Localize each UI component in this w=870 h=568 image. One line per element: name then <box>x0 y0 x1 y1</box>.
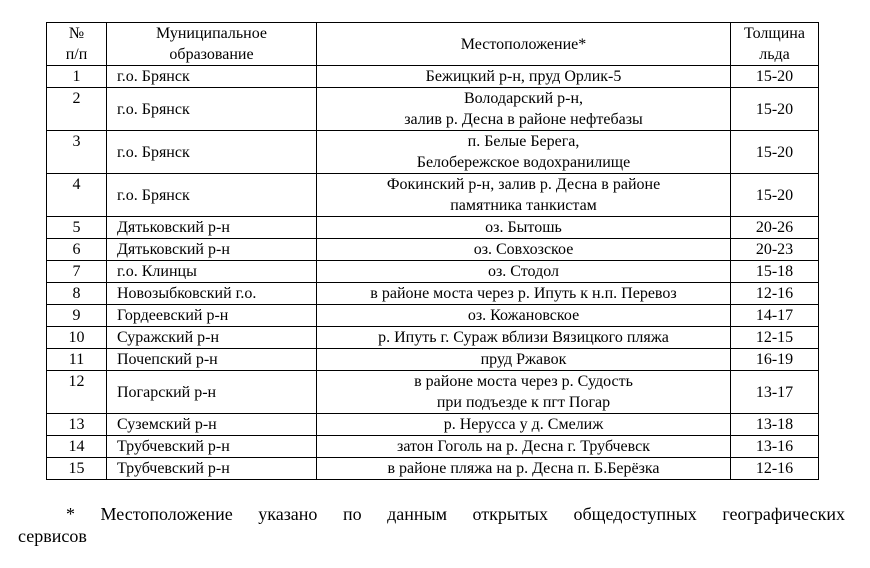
row-location-line: пруд Ржавок <box>480 351 567 368</box>
row-location <box>317 349 731 371</box>
row-number: 3 <box>47 131 107 174</box>
ice-thickness-table <box>46 22 819 480</box>
row-municipality: г.о. Клинцы <box>107 261 317 283</box>
row-location-line: оз. Кожановское <box>467 307 580 324</box>
row-number: 14 <box>47 436 107 458</box>
row-location-line: памятника танкистам <box>450 197 597 214</box>
table-row <box>47 371 819 414</box>
header-ice-line2: льда <box>759 46 790 63</box>
header-municipality <box>107 23 317 66</box>
row-location-line: Бежицкий р-н, пруд Орлик-5 <box>425 68 622 85</box>
row-municipality: Суражский р-н <box>107 327 317 349</box>
row-municipality: Новозыбковский г.о. <box>107 283 317 305</box>
header-municipality-line2: образование <box>169 46 254 63</box>
header-location <box>317 23 731 66</box>
table-row <box>47 414 819 436</box>
row-number: 4 <box>47 174 107 217</box>
row-location-line: залив р. Десна в районе нефтебазы <box>404 111 643 128</box>
row-number: 12 <box>47 371 107 414</box>
row-location-line: Володарский р-н, <box>463 90 584 107</box>
header-number-line2: п/п <box>65 46 88 63</box>
table-row <box>47 327 819 349</box>
table-row <box>47 436 819 458</box>
row-location <box>317 174 731 217</box>
row-location-line: р. Ипуть г. Сураж вблизи Вязицкого пляжа <box>378 329 669 346</box>
row-ice-thickness: 14-17 <box>731 305 819 327</box>
row-ice-thickness: 16-19 <box>731 349 819 371</box>
row-location-line: Белобережское водохранилище <box>416 154 631 171</box>
table-row <box>47 66 819 88</box>
header-ice-thickness <box>731 23 819 66</box>
row-location-line: оз. Совхозское <box>473 241 574 258</box>
row-municipality: Суземский р-н <box>107 414 317 436</box>
row-number: 10 <box>47 327 107 349</box>
row-ice-thickness: 13-18 <box>731 414 819 436</box>
footnote-line1: * Местоположение указано по данным открытых общедоступных географических <box>66 504 845 524</box>
row-ice-thickness: 15-20 <box>731 131 819 174</box>
row-location-line: в районе моста через р. Судость <box>414 373 633 390</box>
table-row <box>47 283 819 305</box>
row-location-line: затон Гоголь на р. Десна г. Трубчевск <box>397 438 650 455</box>
row-number: 6 <box>47 239 107 261</box>
row-municipality: г.о. Брянск <box>107 174 317 217</box>
row-number: 7 <box>47 261 107 283</box>
row-location <box>317 414 731 436</box>
row-ice-thickness: 12-16 <box>731 283 819 305</box>
row-location <box>317 305 731 327</box>
row-location <box>317 239 731 261</box>
row-municipality: Гордеевский р-н <box>107 305 317 327</box>
row-number: 13 <box>47 414 107 436</box>
table-row <box>47 131 819 174</box>
row-ice-thickness: 12-15 <box>731 327 819 349</box>
header-location-label: Местоположение* <box>460 35 587 53</box>
row-location-line: в районе моста через р. Ипуть к н.п. Перевоз <box>370 285 677 302</box>
row-municipality: Дятьковский р-н <box>107 239 317 261</box>
table-row <box>47 217 819 239</box>
row-ice-thickness: 15-20 <box>731 88 819 131</box>
row-location <box>317 458 731 480</box>
row-municipality: Почепский р-н <box>107 349 317 371</box>
row-location-line: при подъезде к пгт Погар <box>436 394 611 411</box>
table-row <box>47 239 819 261</box>
row-number: 5 <box>47 217 107 239</box>
table-row <box>47 458 819 480</box>
header-ice-line1: Толщина <box>744 25 805 42</box>
row-ice-thickness: 20-26 <box>731 217 819 239</box>
row-number: 8 <box>47 283 107 305</box>
row-number: 9 <box>47 305 107 327</box>
row-location <box>317 371 731 414</box>
row-municipality: г.о. Брянск <box>107 88 317 131</box>
header-number <box>47 23 107 66</box>
row-municipality: Трубчевский р-н <box>107 436 317 458</box>
row-ice-thickness: 15-20 <box>731 66 819 88</box>
row-location <box>317 88 731 131</box>
footnote <box>18 503 845 547</box>
row-ice-thickness: 13-16 <box>731 436 819 458</box>
row-location <box>317 436 731 458</box>
row-location <box>317 66 731 88</box>
row-location <box>317 217 731 239</box>
row-location-line: р. Нерусса у д. Смелиж <box>443 416 604 433</box>
row-ice-thickness: 20-23 <box>731 239 819 261</box>
row-location-line: оз. Стодол <box>487 263 559 280</box>
header-number-line1: № <box>68 25 85 42</box>
row-municipality: Погарский р-н <box>107 371 317 414</box>
row-ice-thickness: 13-17 <box>731 371 819 414</box>
table-row <box>47 88 819 131</box>
row-location <box>317 261 731 283</box>
table-body <box>47 66 819 480</box>
row-municipality: Дятьковский р-н <box>107 217 317 239</box>
row-location-line: оз. Бытошь <box>485 219 562 236</box>
row-location <box>317 131 731 174</box>
row-location-line: в районе пляжа на р. Десна п. Б.Берёзка <box>387 460 660 477</box>
row-municipality: г.о. Брянск <box>107 66 317 88</box>
row-location-line: Фокинский р-н, залив р. Десна в районе <box>386 176 661 193</box>
row-municipality: Трубчевский р-н <box>107 458 317 480</box>
header-municipality-line1: Муниципальное <box>155 25 268 42</box>
table-row <box>47 174 819 217</box>
row-location <box>317 327 731 349</box>
row-location-line: п. Белые Берега, <box>467 133 580 150</box>
row-ice-thickness: 12-16 <box>731 458 819 480</box>
row-ice-thickness: 15-20 <box>731 174 819 217</box>
row-number: 1 <box>47 66 107 88</box>
table-row <box>47 305 819 327</box>
row-ice-thickness: 15-18 <box>731 261 819 283</box>
row-location <box>317 283 731 305</box>
row-number: 2 <box>47 88 107 131</box>
table-row <box>47 349 819 371</box>
row-number: 15 <box>47 458 107 480</box>
table-row <box>47 261 819 283</box>
row-municipality: г.о. Брянск <box>107 131 317 174</box>
footnote-line2: сервисов <box>18 526 87 546</box>
table-header-row <box>47 23 819 66</box>
row-number: 11 <box>47 349 107 371</box>
